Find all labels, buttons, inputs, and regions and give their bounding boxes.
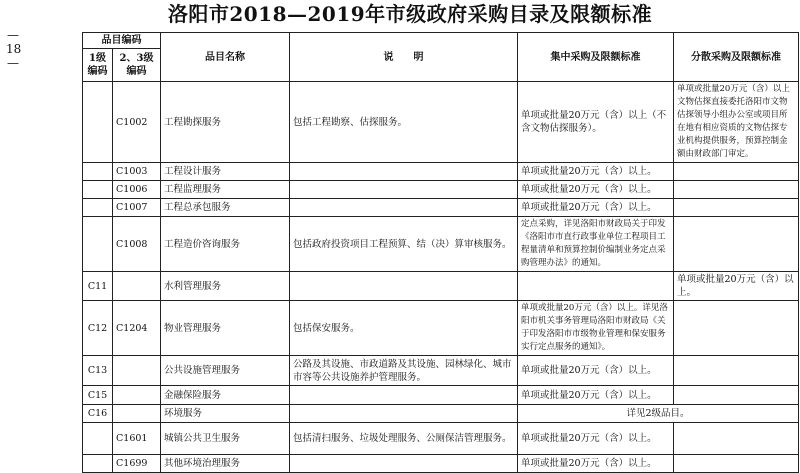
- cell-level23: C1601: [113, 423, 161, 455]
- header-code-group: 品目编码: [83, 33, 161, 49]
- cell-central: 单项或批量20万元（含）以上。: [518, 199, 674, 217]
- table-row: [83, 301, 799, 356]
- cell-dispersed: [674, 301, 799, 356]
- cell-desc: 包括工程勘察、估探服务。: [290, 82, 518, 163]
- cell-name: 工程造价咨询服务: [161, 217, 290, 272]
- cell-central: 单项或批量20万元（含）以上。: [518, 386, 674, 405]
- header-level1: 1级编码: [83, 49, 113, 82]
- cell-level1: C15: [83, 386, 113, 405]
- cell-desc: 包括政府投资项目工程预算、结（决）算审核服务。: [290, 217, 518, 272]
- table-row: [83, 405, 799, 423]
- cell-central: 单项或批量20万元（含）以上。: [518, 181, 674, 199]
- cell-name: 工程监理服务: [161, 181, 290, 199]
- cell-level23: [113, 405, 161, 423]
- cell-dispersed: 单项或批量20万元（含）以上。: [674, 272, 799, 301]
- cell-level23: C1003: [113, 163, 161, 181]
- cell-central: 单项或批量20万元（含）以上。详见洛阳市机关事务管理局洛阳市财政局《关于印发洛阳市市级物业管理和保安服务实行定点服务的通知》。: [518, 301, 674, 356]
- cell-level1: C11: [83, 272, 113, 301]
- table-row: [83, 181, 799, 199]
- cell-name: 公共设施管理服务: [161, 356, 290, 386]
- cell-dispersed: [674, 423, 799, 455]
- cell-desc: 公路及其设施、市政道路及其设施、园林绿化、城市市容等公共设施养护管理服务。: [290, 356, 518, 386]
- table-row: [83, 272, 799, 301]
- table-row: [83, 455, 799, 473]
- cell-level23: C1204: [113, 301, 161, 356]
- cell-level1: [83, 181, 113, 199]
- table-row: [83, 356, 799, 386]
- cell-name: 工程总承包服务: [161, 199, 290, 217]
- cell-desc: 包括保安服务。: [290, 301, 518, 356]
- cell-level23: C1007: [113, 199, 161, 217]
- cell-level23: [113, 272, 161, 301]
- cell-central: 单项或批量20万元（含）以上。: [518, 163, 674, 181]
- cell-level1: [83, 82, 113, 163]
- catalog-table: [82, 32, 799, 473]
- header-level23: 2、3级编码: [113, 49, 161, 82]
- cell-level23: C1006: [113, 181, 161, 199]
- cell-central: 单项或批量20万元（含）以上。: [518, 423, 674, 455]
- cell-level1: [83, 163, 113, 181]
- cell-level1: [83, 423, 113, 455]
- header-central: 集中采购及限额标准: [518, 33, 674, 82]
- table-row: [83, 163, 799, 181]
- cell-central: 单项或批量20万元（含）以上（不含文物估探服务）。: [518, 82, 674, 163]
- cell-dispersed: [674, 181, 799, 199]
- cell-name: 水利管理服务: [161, 272, 290, 301]
- cell-name: 环境服务: [161, 405, 290, 423]
- cell-level1: [83, 455, 113, 473]
- cell-dispersed: [674, 455, 799, 473]
- cell-merged-standard: 详见2级品目。: [518, 405, 799, 423]
- cell-desc: [290, 405, 518, 423]
- cell-central: 定点采购，详见洛阳市财政局关于印发《洛阳市市直行政事业单位工程项目工程量清单和预算控制价编制业务定点采购管理办法》的通知。: [518, 217, 674, 272]
- page-title: 洛阳市2018—2019年市级政府采购目录及限额标准: [167, 2, 653, 26]
- cell-central: 单项或批量20万元（含）以上。: [518, 356, 674, 386]
- cell-level1: C12: [83, 301, 113, 356]
- cell-level1: C13: [83, 356, 113, 386]
- cell-desc: 包括清扫服务、垃圾处理服务、公厕保洁管理服务。: [290, 423, 518, 455]
- page-number: — 18 —: [6, 28, 22, 70]
- header-dispersed: 分散采购及限额标准: [674, 33, 799, 82]
- table-row: [83, 217, 799, 272]
- header-desc: 说 明: [290, 33, 518, 82]
- cell-dispersed: [674, 199, 799, 217]
- table-row: [83, 423, 799, 455]
- table-row: [83, 199, 799, 217]
- cell-level23: [113, 356, 161, 386]
- cell-desc: [290, 272, 518, 301]
- cell-name: 其他环境治理服务: [161, 455, 290, 473]
- cell-level23: C1699: [113, 455, 161, 473]
- cell-dispersed: [674, 356, 799, 386]
- cell-desc: [290, 181, 518, 199]
- cell-central: 单项或批量20万元（含）以上。: [518, 455, 674, 473]
- cell-desc: [290, 163, 518, 181]
- cell-level23: C1008: [113, 217, 161, 272]
- cell-name: 城镇公共卫生服务: [161, 423, 290, 455]
- cell-desc: [290, 386, 518, 405]
- cell-name: 工程勘探服务: [161, 82, 290, 163]
- cell-level1: C16: [83, 405, 113, 423]
- cell-level23: [113, 386, 161, 405]
- cell-dispersed: 单项或批量20万元（含）以上文物估探直接委托洛阳市文物估探领导小组办公室或项目所在地有相应资质的文物估探专业机构提供服务，预算控制金额由财政部门审定。: [674, 82, 799, 163]
- table-row: [83, 82, 799, 163]
- cell-dispersed: [674, 386, 799, 405]
- cell-level1: [83, 199, 113, 217]
- cell-name: 金融保险服务: [161, 386, 290, 405]
- table-row: [83, 386, 799, 405]
- cell-level23: C1002: [113, 82, 161, 163]
- cell-dispersed: [674, 217, 799, 272]
- cell-name: 物业管理服务: [161, 301, 290, 356]
- cell-central: [518, 272, 674, 301]
- cell-name: 工程设计服务: [161, 163, 290, 181]
- cell-dispersed: [674, 163, 799, 181]
- cell-desc: [290, 199, 518, 217]
- header-name: 品目名称: [161, 33, 290, 82]
- cell-desc: [290, 455, 518, 473]
- cell-level1: [83, 217, 113, 272]
